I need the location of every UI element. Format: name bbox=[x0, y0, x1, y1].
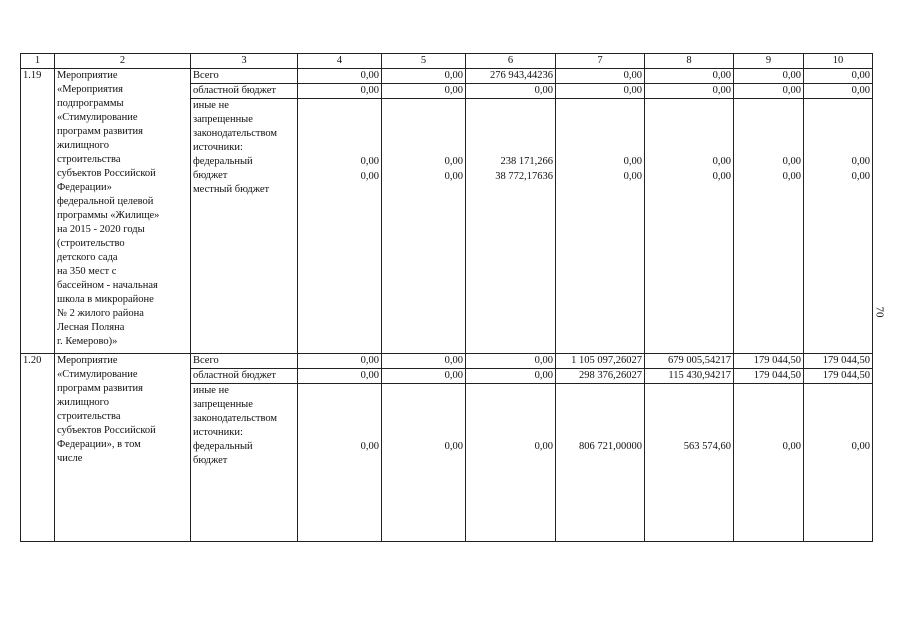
value-cell: 0,00 bbox=[382, 369, 466, 384]
value-cell: 0,00 bbox=[782, 171, 801, 182]
value-cell: 0,00 bbox=[556, 69, 645, 84]
text-line: федеральный bbox=[193, 441, 253, 452]
value-cell: 0,00 bbox=[298, 354, 382, 369]
value-cell: 298 376,26027 bbox=[556, 369, 645, 384]
table-row bbox=[21, 354, 873, 369]
header-cell: 10 bbox=[804, 54, 873, 69]
text-line: местный бюджет bbox=[193, 184, 270, 195]
value-cell: 0,00 bbox=[382, 69, 466, 84]
value-cell: 0,00 bbox=[444, 171, 463, 182]
header-cell: 8 bbox=[645, 54, 734, 69]
text-line: бюджет bbox=[193, 455, 228, 466]
value-cell: 0,00 bbox=[851, 156, 870, 167]
header-cell: 7 bbox=[556, 54, 645, 69]
value-stack bbox=[466, 384, 556, 542]
header-cell: 5 bbox=[382, 54, 466, 69]
value-cell: 0,00 bbox=[851, 441, 870, 452]
value-cell: 0,00 bbox=[734, 84, 804, 99]
text-line: Федерации» bbox=[57, 182, 112, 193]
text-line: «Стимулирование bbox=[57, 369, 138, 380]
value-stack bbox=[556, 384, 645, 542]
text-line: подпрограммы bbox=[57, 98, 124, 109]
value-cell: 0,00 bbox=[556, 84, 645, 99]
text-line: Федерации», в том bbox=[57, 439, 141, 450]
value-cell: 276 943,44236 bbox=[466, 69, 556, 84]
value-cell: 0,00 bbox=[623, 171, 642, 182]
text-line: Мероприятие bbox=[57, 355, 118, 366]
value-cell: 0,00 bbox=[298, 69, 382, 84]
text-line: федеральной целевой bbox=[57, 196, 154, 207]
value-cell: 563 574,60 bbox=[683, 441, 731, 452]
table-row bbox=[21, 69, 873, 84]
row-number: 1.19 bbox=[21, 69, 55, 354]
text-line: запрещенные bbox=[193, 399, 253, 410]
value-cell: 0,00 bbox=[734, 69, 804, 84]
source-label: областной бюджет bbox=[191, 84, 298, 99]
value-cell: 0,00 bbox=[804, 84, 873, 99]
row-number: 1.20 bbox=[21, 354, 55, 542]
value-stack bbox=[734, 99, 804, 354]
text-line: субъектов Российской bbox=[57, 168, 156, 179]
value-cell: 0,00 bbox=[851, 171, 870, 182]
text-line: г. Кемерово)» bbox=[57, 336, 118, 347]
value-cell: 0,00 bbox=[466, 369, 556, 384]
value-stack bbox=[382, 384, 466, 542]
value-cell: 0,00 bbox=[466, 84, 556, 99]
value-cell: 0,00 bbox=[444, 156, 463, 167]
header-cell: 6 bbox=[466, 54, 556, 69]
text-line: № 2 жилого района bbox=[57, 308, 144, 319]
value-stack bbox=[298, 99, 382, 354]
value-stack bbox=[298, 384, 382, 542]
value-stack bbox=[556, 99, 645, 354]
source-label: Всего bbox=[191, 354, 298, 369]
value-cell: 115 430,94217 bbox=[645, 369, 734, 384]
text-line: запрещенные bbox=[193, 114, 253, 125]
value-cell: 0,00 bbox=[712, 156, 731, 167]
value-cell: 0,00 bbox=[645, 84, 734, 99]
source-label: областной бюджет bbox=[191, 369, 298, 384]
value-cell: 0,00 bbox=[712, 171, 731, 182]
text-line: бюджет bbox=[193, 170, 228, 181]
text-line: законодательством bbox=[193, 413, 278, 424]
text-line: детского сада bbox=[57, 252, 118, 263]
text-line: законодательством bbox=[193, 128, 278, 139]
value-cell: 0,00 bbox=[382, 354, 466, 369]
source-label-other bbox=[191, 99, 298, 354]
value-cell: 0,00 bbox=[298, 84, 382, 99]
text-line: Мероприятие bbox=[57, 70, 118, 81]
measure-name bbox=[55, 354, 191, 542]
value-cell: 38 772,17636 bbox=[495, 171, 553, 182]
value-cell: 0,00 bbox=[534, 441, 553, 452]
value-cell: 0,00 bbox=[298, 369, 382, 384]
value-cell: 0,00 bbox=[360, 171, 379, 182]
header-cell: 9 bbox=[734, 54, 804, 69]
text-line: субъектов Российской bbox=[57, 425, 156, 436]
value-cell: 0,00 bbox=[782, 441, 801, 452]
text-line: программ развития bbox=[57, 126, 143, 137]
measure-name bbox=[55, 69, 191, 354]
text-line: программы «Жилище» bbox=[57, 210, 160, 221]
value-cell: 0,00 bbox=[360, 441, 379, 452]
value-stack bbox=[804, 384, 873, 542]
value-cell: 0,00 bbox=[782, 156, 801, 167]
text-line: источники: bbox=[193, 142, 243, 153]
value-cell: 0,00 bbox=[382, 84, 466, 99]
value-cell: 179 044,50 bbox=[734, 369, 804, 384]
text-line: источники: bbox=[193, 427, 243, 438]
value-stack bbox=[645, 384, 734, 542]
text-line: бассейном - начальная bbox=[57, 280, 158, 291]
text-line: «Стимулирование bbox=[57, 112, 138, 123]
header-cell: 2 bbox=[55, 54, 191, 69]
value-cell: 238 171,266 bbox=[500, 156, 553, 167]
text-line: строительства bbox=[57, 411, 121, 422]
value-cell: 0,00 bbox=[623, 156, 642, 167]
text-line: на 2015 - 2020 годы bbox=[57, 224, 145, 235]
header-row bbox=[21, 54, 873, 69]
value-cell: 179 044,50 bbox=[734, 354, 804, 369]
source-label-other bbox=[191, 384, 298, 542]
text-line: строительства bbox=[57, 154, 121, 165]
value-cell: 1 105 097,26027 bbox=[556, 354, 645, 369]
header-cell: 3 bbox=[191, 54, 298, 69]
text-line: жилищного bbox=[57, 140, 109, 151]
text-line: «Мероприятия bbox=[57, 84, 123, 95]
text-line: школа в микрорайоне bbox=[57, 294, 154, 305]
text-line: программ развития bbox=[57, 383, 143, 394]
source-label: Всего bbox=[191, 69, 298, 84]
value-cell: 0,00 bbox=[466, 354, 556, 369]
value-stack bbox=[645, 99, 734, 354]
text-line: Лесная Поляна bbox=[57, 322, 125, 333]
header-cell: 1 bbox=[21, 54, 55, 69]
text-line: на 350 мест с bbox=[57, 266, 117, 277]
value-stack bbox=[804, 99, 873, 354]
header-cell: 4 bbox=[298, 54, 382, 69]
value-stack bbox=[466, 99, 556, 354]
value-cell: 0,00 bbox=[444, 441, 463, 452]
value-stack bbox=[734, 384, 804, 542]
value-stack bbox=[382, 99, 466, 354]
budget-table bbox=[20, 53, 873, 542]
text-line: числе bbox=[57, 453, 83, 464]
text-line: иные не bbox=[193, 385, 229, 396]
text-line: иные не bbox=[193, 100, 229, 111]
value-cell: 0,00 bbox=[645, 69, 734, 84]
value-cell: 806 721,00000 bbox=[579, 441, 642, 452]
value-cell: 0,00 bbox=[804, 69, 873, 84]
text-line: жилищного bbox=[57, 397, 109, 408]
value-cell: 679 005,54217 bbox=[645, 354, 734, 369]
value-cell: 179 044,50 bbox=[804, 369, 873, 384]
text-line: федеральный bbox=[193, 156, 253, 167]
page-number: 70 bbox=[873, 306, 886, 318]
value-cell: 0,00 bbox=[360, 156, 379, 167]
text-line: (строительство bbox=[57, 238, 125, 249]
value-cell: 179 044,50 bbox=[804, 354, 873, 369]
